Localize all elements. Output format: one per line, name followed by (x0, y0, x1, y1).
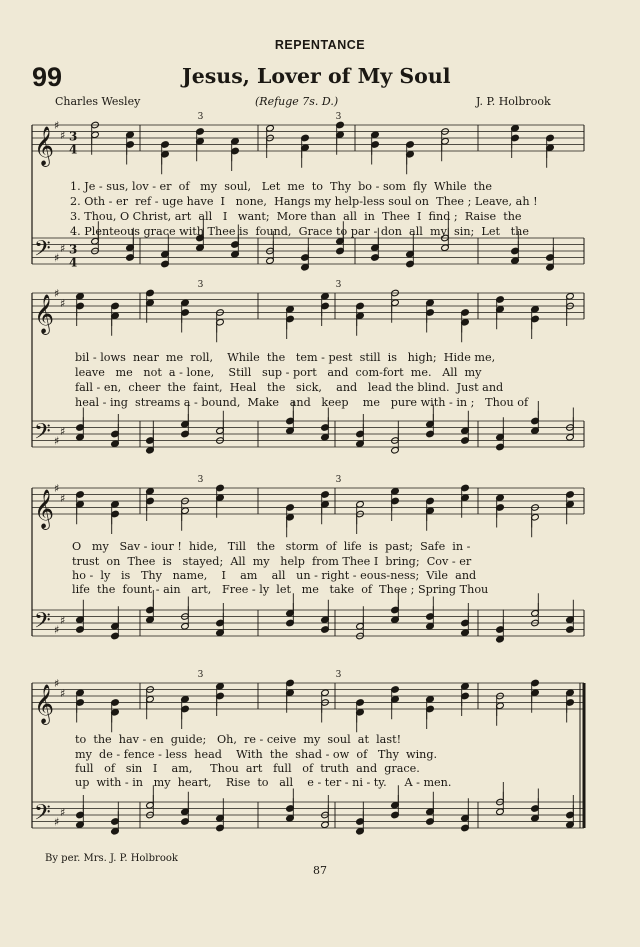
hymn-title: Jesus, Lover of My Soul (182, 64, 451, 88)
treble-clef: 𝄞 (34, 294, 55, 334)
sharp-sign: ♯ (60, 424, 66, 438)
sharp-sign: ♯ (60, 241, 66, 255)
bass-clef: 𝄢 (34, 419, 51, 450)
sharp-sign: ♯ (54, 623, 60, 637)
triplet-mark: 3 (335, 280, 342, 290)
sharp-sign: ♯ (54, 677, 60, 690)
sharp-sign: ♯ (60, 686, 66, 700)
sharp-sign: ♯ (60, 491, 66, 505)
composer-credit: J. P. Holbrook (476, 95, 551, 108)
sharp-sign: ♯ (60, 805, 66, 819)
permission-credit: By per. Mrs. J. P. Holbrook (45, 853, 178, 864)
triplet-mark: 3 (197, 475, 204, 485)
author-credit: Charles Wesley (55, 95, 141, 108)
sharp-sign: ♯ (60, 128, 66, 142)
sharp-sign: ♯ (54, 251, 60, 265)
bass-clef: 𝄢 (34, 800, 51, 831)
page-number: 87 (313, 864, 327, 877)
treble-clef: 𝄞 (34, 684, 55, 724)
sharp-sign: ♯ (54, 815, 60, 829)
bass-clef: 𝄢 (34, 236, 51, 267)
treble-clef: 𝄞 (34, 126, 55, 166)
sharp-sign: ♯ (54, 482, 60, 495)
time-signature-bottom: 4 (69, 255, 78, 270)
hymn-number: 99 (32, 62, 63, 92)
triplet-mark: 3 (335, 670, 342, 680)
time-signature-bottom: 4 (69, 142, 78, 157)
triplet-mark: 3 (197, 670, 204, 680)
triplet-mark: 3 (335, 475, 342, 485)
time-signature-top: 3 (69, 129, 78, 144)
sharp-sign: ♯ (60, 613, 66, 627)
triplet-mark: 3 (197, 280, 204, 290)
sharp-sign: ♯ (54, 434, 60, 448)
triplet-mark: 3 (335, 112, 342, 122)
sharp-sign: ♯ (60, 296, 66, 310)
tune-name: (Refuge 7s. D.) (255, 95, 339, 108)
bass-clef: 𝄢 (34, 608, 51, 639)
section-heading: REPENTANCE (274, 38, 366, 52)
sharp-sign: ♯ (54, 119, 60, 132)
sharp-sign: ♯ (54, 287, 60, 300)
triplet-mark: 3 (197, 112, 204, 122)
time-signature-top: 3 (69, 242, 78, 257)
treble-clef: 𝄞 (34, 489, 55, 529)
